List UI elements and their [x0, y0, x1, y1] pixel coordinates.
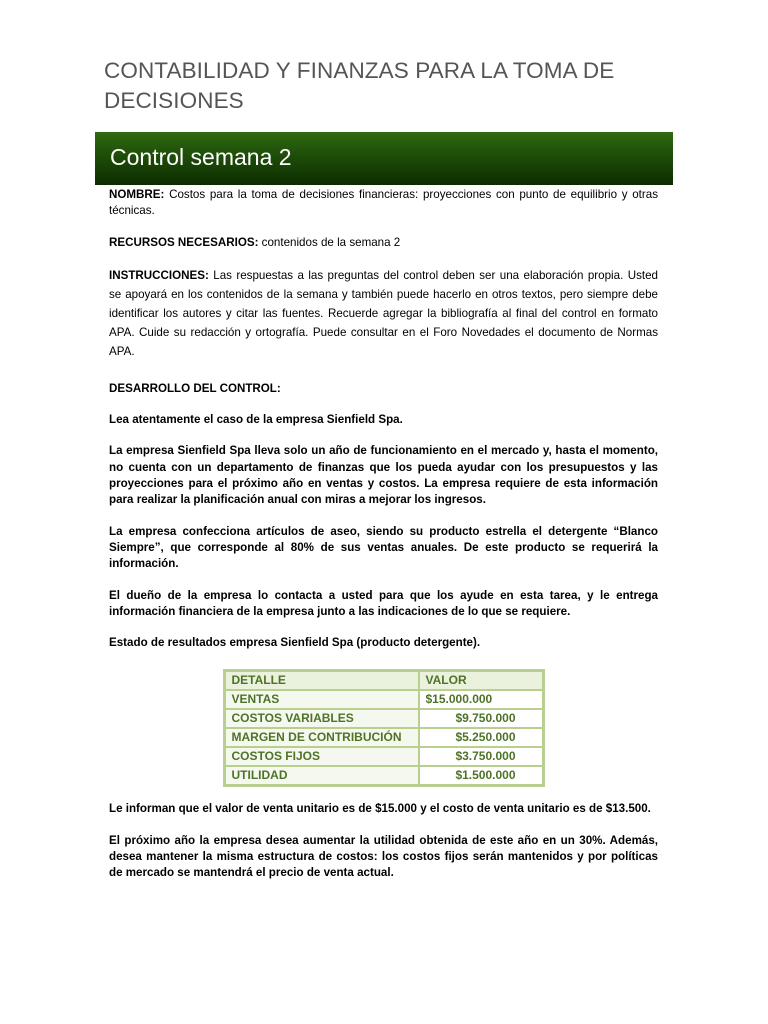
table-row: [225, 690, 543, 709]
table-row: [225, 766, 543, 785]
course-title: CONTABILIDAD Y FINANZAS PARA LA TOMA DE DECISIONES: [104, 58, 615, 113]
table-cell-value: $3.750.000: [419, 747, 543, 766]
recursos-label: RECURSOS NECESARIOS:: [109, 235, 259, 249]
table-header-cell: DETALLE: [225, 671, 419, 690]
table-caption: Estado de resultados empresa Sienfield Spa (producto detergente).: [109, 636, 481, 650]
case-paragraph-1: La empresa Sienfield Spa lleva solo un año de funcionamiento en el mercado y, hasta el momento, no cuenta con un departamento de finanzas que los pueda ayudar con los presupuestos y las proyecciones para el próximo año en ventas y costos. La empresa requiere de esta información para realizar la planificación anual con miras a mejorar los ingresos.: [109, 444, 658, 507]
instrucciones-label: INSTRUCCIONES:: [109, 268, 209, 282]
financial-table-wrapper: [109, 669, 658, 787]
table-header-row: [225, 671, 543, 690]
table-cell-label: UTILIDAD: [225, 766, 419, 785]
banner-title: Control semana 2: [110, 144, 292, 170]
lead-paragraph: Lea atentamente el caso de la empresa Sienfield Spa.: [109, 413, 403, 427]
nombre-paragraph: [109, 187, 658, 220]
table-cell-value: $5.250.000: [419, 728, 543, 747]
recursos-text: contenidos de la semana 2: [258, 235, 401, 249]
table-header-cell: VALOR: [419, 671, 543, 690]
table-row: [225, 709, 543, 728]
table-cell-label: COSTOS VARIABLES: [225, 709, 419, 728]
instrucciones-paragraph: [109, 266, 658, 361]
income-statement-table: [223, 669, 545, 787]
nombre-text: Costos para la toma de decisiones financieras: proyecciones con punto de equilibrio y otras técnicas.: [109, 188, 658, 218]
table-cell-value: $9.750.000: [419, 709, 543, 728]
table-cell-label: COSTOS FIJOS: [225, 747, 419, 766]
table-cell-value: $15.000.000: [419, 690, 543, 709]
table-cell-label: VENTAS: [225, 690, 419, 709]
table-cell-value: $1.500.000: [419, 766, 543, 785]
table-cell-label: MARGEN DE CONTRIBUCIÓN: [225, 728, 419, 747]
nombre-label: NOMBRE:: [109, 188, 165, 201]
table-row: [225, 747, 543, 766]
case-paragraph-5: El próximo año la empresa desea aumentar la utilidad obtenida de este año en un 30%. Además, desea mantener la misma estructura de costos: los costos fijos serán mantenidos y por políticas de mercado se mantendrá el precio de venta actual.: [109, 833, 658, 880]
desarrollo-heading: DESARROLLO DEL CONTROL:: [109, 381, 281, 395]
instrucciones-text: Las respuestas a las preguntas del control deben ser una elaboración propia. Usted se apoyará en los contenidos de la semana y también puede hacerlo en otros textos, pero siempre debe identificar los autores y citar las fuentes. Recuerde agregar la bibliografía al final del control en formato APA. Cuide su redacción y ortografía. Puede consultar en el Foro Novedades el documento de Normas APA.: [109, 268, 658, 358]
case-paragraph-3: El dueño de la empresa lo contacta a usted para que los ayude en esta tarea, y le entrega información financiera de la empresa junto a las indicaciones de lo que se requiere.: [109, 588, 658, 618]
case-paragraph-4: Le informan que el valor de venta unitario es de $15.000 y el costo de venta unitario es de $13.500.: [109, 802, 651, 816]
case-paragraph-2: La empresa confecciona artículos de aseo, siendo su producto estrella el detergente “Blanco Siempre”, que corresponde al 80% de sus ventas anuales. De este producto se requerirá la información.: [109, 524, 658, 571]
table-row: [225, 728, 543, 747]
document-body: [109, 187, 658, 897]
section-banner: [95, 132, 673, 185]
recursos-paragraph: [109, 235, 658, 251]
